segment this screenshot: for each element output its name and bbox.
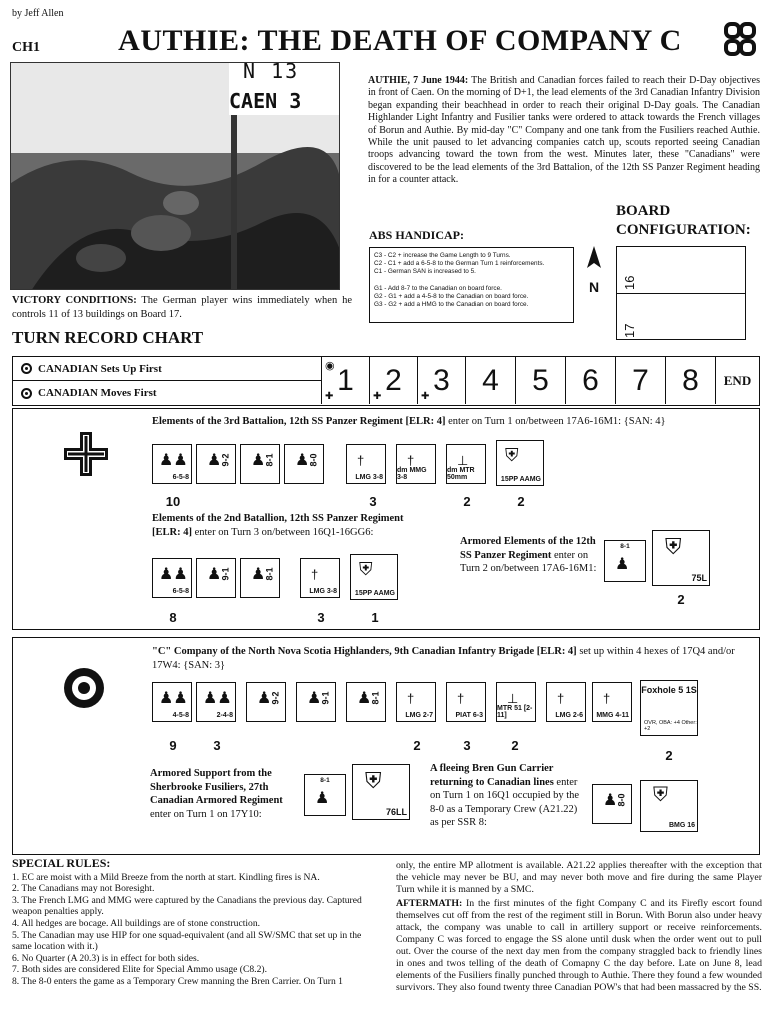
rule-8-continued: only, the entire MP allotment is available. A21.22 applies thereafter with the exception that the vehicle may never be BU, and may never both move and fire during the same Player Turn while it is manned by a SMC. — [396, 860, 762, 895]
qty-label: 3 — [463, 738, 471, 753]
counter-canadian-leader — [592, 784, 632, 824]
german-group1-rest: enter on Turn 1 on/between 17A6-16M1: {SAN: 4} — [448, 416, 666, 427]
infantry-figure-icon: ♟♟ — [203, 690, 232, 707]
counter-canadian-halfsquad — [196, 682, 236, 722]
tank-icon: ⛨ — [505, 445, 519, 465]
counter-canadian-crew — [304, 774, 346, 816]
qty-label: 2 — [677, 592, 685, 607]
counter-canadian-lmg — [396, 682, 436, 722]
machine-gun-icon: † — [357, 453, 365, 468]
counter-label: 15PP AAMG — [354, 590, 395, 597]
scenario-code: CH1 — [12, 40, 40, 55]
turn-cell-6 — [565, 357, 615, 404]
turn-start-target-icon: ◉ — [325, 360, 335, 372]
counter-label: 8-0 — [308, 453, 319, 467]
bren-rest: enter on Turn 1 on 16Q1 occupied by the 8-0 as a Temporary Crew (A21.22) as per SSR 8: — [430, 776, 580, 828]
machine-gun-icon: † — [407, 691, 415, 706]
qty-label: 1 — [371, 610, 379, 625]
qty-label: 3 — [317, 610, 325, 625]
canadian-roundel-icon — [62, 666, 106, 710]
foxhole-note: OVR, OBA: +4 Other: +2 — [644, 720, 697, 732]
counter-label: LMG 3-8 — [309, 588, 337, 595]
abs-line: G3 - G2 + add a HMG to the Canadian on board force. — [374, 301, 529, 309]
rule-item: 5. The Canadian may use HIP for one squad-equivalent (and all SW/SMC that set up in the same location with it.) — [12, 929, 362, 953]
victory-conditions — [12, 294, 352, 321]
counter-label: 6-5-8 — [172, 588, 189, 595]
german-armored-text — [460, 535, 600, 576]
board-heading-line1: BOARD — [616, 203, 671, 219]
leader-figure-icon: ♟ — [307, 690, 322, 707]
canadian-armored-title: Armored Support from the Sherbrooke Fusiliers, 27th Canadian Armored Regiment — [150, 768, 283, 806]
historical-photo — [10, 62, 340, 290]
counter-german-leader — [240, 444, 280, 484]
rule-item: 3. The French LMG and MMG were captured by the Canadians the previous day. Captured weapon penalties apply. — [12, 894, 362, 918]
qty-label: 3 — [369, 494, 377, 509]
aftermath — [396, 898, 762, 994]
rule-item: 6. No Quarter (A 20.3) is in effect for both sides. — [12, 952, 200, 964]
turn-record-chart — [12, 356, 760, 406]
counter-label: LMG 2-7 — [405, 712, 433, 719]
abs-handicap-box — [369, 247, 574, 323]
turn-number: 6 — [582, 363, 599, 397]
counter-label: 8-1 — [264, 567, 275, 581]
leader-figure-icon: ♟ — [207, 566, 222, 583]
qty-label: 9 — [169, 738, 177, 753]
intro-lead: AUTHIE, 7 June 1944: — [368, 75, 469, 86]
north-arrow-icon — [584, 246, 604, 272]
counter-label: 9-1 — [220, 567, 231, 581]
page-title: AUTHIE: THE DEATH OF COMPANY C — [118, 24, 682, 57]
counter-canadian-tank — [352, 764, 410, 820]
german-cross-icon — [62, 430, 110, 478]
abs-handicap-heading: ABS HANDICAP: — [369, 228, 465, 242]
north-label: N — [588, 279, 600, 295]
tank-icon: ⛨ — [365, 768, 382, 793]
bren-carrier-text — [430, 762, 580, 830]
leader-figure-icon: ♟ — [207, 452, 222, 469]
counter-label: 8-1 — [264, 453, 275, 467]
leader-figure-icon: ♟ — [251, 452, 266, 469]
counter-label: dm MTR 50mm — [447, 467, 475, 481]
turn-cell-2 — [369, 357, 417, 404]
counter-label: 2-4-8 — [216, 712, 233, 719]
mortar-icon: ⊥ — [457, 453, 469, 468]
turn-cell-end — [715, 357, 759, 404]
victory-text: The German player wins immediately when he controls 11 of 13 buildings on Board 17. — [12, 295, 352, 320]
aftermath-label: AFTERMATH: — [396, 898, 463, 909]
turn-cell-5 — [515, 357, 565, 404]
german-group1-title: Elements of the 3rd Battalion, 12th SS Panzer Regiment [ELR: 4] — [152, 416, 446, 427]
counter-label: MMG 4-11 — [596, 712, 629, 719]
german-armored-rest: enter on Turn 2 on/between 17A6-16M1: — [460, 549, 597, 574]
counter-german-leader — [196, 444, 236, 484]
turn-cell-4 — [465, 357, 515, 404]
leader-figure-icon: ♟ — [257, 690, 272, 707]
rules-continued-column — [396, 860, 762, 994]
reinforcement-cross-icon: ✚ — [421, 391, 430, 402]
moves-first-label: CANADIAN Moves First — [38, 387, 157, 399]
counter-canadian-leader — [246, 682, 286, 722]
counter-canadian-leader — [346, 682, 386, 722]
turn-number: 4 — [482, 363, 499, 397]
turn-cell-7 — [615, 357, 665, 404]
counter-label: 8-1 — [620, 543, 630, 550]
counter-german-leader — [240, 558, 280, 598]
counter-label: 9-2 — [270, 691, 281, 705]
canadian-armored-rest: enter on Turn 1 on 17Y10: — [150, 808, 262, 820]
road-sign-line1: N 13 — [243, 62, 300, 83]
counter-german-leader — [284, 444, 324, 484]
carrier-icon: ⛨ — [653, 784, 668, 806]
qty-label: 2 — [517, 494, 525, 509]
leader-figure-icon: ♟ — [295, 452, 310, 469]
canadian-title: "C" Company of the North Nova Scotia Highlanders, 9th Canadian Infantry Brigade [ELR: 4] — [152, 646, 577, 657]
german-group2-text — [152, 512, 412, 539]
abs-line: G2 - G1 + add a 4-5-8 to the Canadian on board force. — [374, 292, 529, 300]
infantry-figure-icon: ♟♟ — [159, 452, 188, 469]
qty-label: 10 — [165, 494, 181, 509]
counter-canadian-squad — [152, 682, 192, 722]
counter-label: LMG 2-6 — [555, 712, 583, 719]
anti-tank-weapon-icon: † — [457, 691, 465, 706]
rule-item: 2. The Canadians may not Boresight. — [12, 883, 155, 895]
german-group2-title: Elements of the 2nd Batallion, 12th SS Panzer Regiment [ELR: 4] — [152, 513, 404, 538]
counter-label: 15PP AAMG — [500, 476, 541, 483]
infantry-figure-icon: ♟♟ — [159, 566, 188, 583]
turn-number: 8 — [682, 363, 699, 397]
counter-german-vehicle — [350, 554, 398, 600]
counter-german-lmg — [346, 444, 386, 484]
turn-end-label: END — [723, 372, 752, 388]
rule-item: 8. The 8-0 enters the game as a Temporary Crew manning the Bren Carrier. On Turn 1 — [12, 975, 343, 987]
counter-german-tank — [652, 530, 710, 586]
leader-figure-icon: ♟ — [357, 690, 372, 707]
turn-cell-8 — [665, 357, 715, 404]
aftermath-text: In the first minutes of the fight Company C and its Firefly escort found themselves cut off from the rest of the regiment still in Borun. With Borun also under heavy attack, the company was unable to call in artillery support or receive reinforcements. Company C was forced to engage the SS alone until dusk when the order went out to pull out. Over the course of the next day men from the company straggled back to friendly lines in ones and twos telling of the death of Comapny C the day before. Late on June 8, lead elements of the Fusiliers finally punched through to Authie. There they found a few wounded survivors. They also found twenty three Canadian POW's that had been massacred by the SS. — [396, 898, 762, 993]
counter-german-vehicle — [496, 440, 544, 486]
qty-label: 8 — [169, 610, 177, 625]
board-heading-line2: CONFIGURATION: — [616, 222, 751, 238]
reinforcement-cross-icon: ✚ — [373, 391, 382, 402]
machine-gun-icon: † — [557, 691, 565, 706]
qty-label: 2 — [665, 748, 673, 763]
leader-figure-icon: ♟ — [603, 792, 618, 809]
tank-icon: ⛨ — [359, 559, 373, 579]
turn-number: 5 — [532, 363, 549, 397]
qty-label: 3 — [213, 738, 221, 753]
counter-label: 8-1 — [370, 691, 381, 705]
counter-german-squad — [152, 444, 192, 484]
counter-label: 76LL — [385, 807, 407, 817]
turn-cell-1 — [321, 357, 369, 404]
rule-item: 4. All hedges are bocage. All buildings are of stone construction. — [12, 917, 261, 929]
rule-item: 1. EC are moist with a Mild Breeze from the north at start. Kindling fires is NA. — [12, 871, 320, 883]
north-indicator — [584, 246, 604, 295]
infantry-figure-icon: ♟♟ — [159, 690, 188, 707]
counter-label: Foxhole 5 1S — [641, 685, 697, 695]
qty-label: 2 — [463, 494, 471, 509]
sets-up-first-row — [13, 357, 321, 381]
turn-cell-3 — [417, 357, 465, 404]
qty-label: 2 — [511, 738, 519, 753]
intro-body: The British and Canadian forces failed to reach their D-Day objectives in front of Caen. On the morning of D+1, the lead elements of the 3rd Canadian Infantry Division began expanding their beachhead in order to reach their original D-Day goals. The Canadian Highlander Light Infantry and Fusilier tanks were ordered to attack towards the French villages of Borun and Authie. By mid-day "C" Company and one tank from the Fusiliers reached Authie. While the unit paused to let advancing companies catch up, scouts reported seeing Canadian troops advancing toward the town from the west. Minutes later, these "Canadians" were discovered to be the lead elements of the 3rd Battalion, of the 12th SS Panzer Regiment heading in for a counter attack. — [368, 75, 760, 186]
counter-label: LMG 3-8 — [355, 474, 383, 481]
special-rules-heading: SPECIAL RULES: — [12, 856, 111, 870]
counter-label: 4-5-8 — [172, 712, 189, 719]
counter-label: MTR 51 [2-11] — [497, 705, 533, 719]
canadian-roundel-icon — [21, 363, 32, 374]
ch-logo-icon — [720, 20, 760, 60]
machine-gun-icon: † — [311, 567, 319, 582]
counter-foxhole — [640, 680, 698, 736]
machine-gun-icon: † — [603, 691, 611, 706]
intro-text — [368, 75, 760, 187]
counter-german-crew — [604, 540, 646, 582]
german-group1-text — [152, 415, 752, 429]
qty-label: 2 — [413, 738, 421, 753]
reinforcement-cross-icon: ✚ — [325, 391, 334, 402]
counter-label: 75L — [691, 573, 707, 583]
bren-title: A fleeing Bren Gun Carrier returning to Canadian lines — [430, 763, 554, 788]
turn-number: 1 — [337, 363, 354, 397]
german-group2-rest: enter on Turn 3 on/between 16Q1-16GG6: — [194, 526, 374, 538]
board-divider — [616, 293, 746, 294]
canadian-roundel-icon — [21, 388, 32, 399]
counter-canadian-mmg — [592, 682, 632, 722]
canadian-rest: set up within 4 hexes of 17Q4 and/or 17W4: {SAN: 3} — [152, 646, 735, 671]
turn-number: 2 — [385, 363, 402, 397]
canadian-main-text — [152, 645, 752, 672]
counter-german-mmg — [396, 444, 436, 484]
counter-canadian-lmg — [546, 682, 586, 722]
counter-canadian-leader — [296, 682, 336, 722]
crew-figure-icon: ♟ — [615, 556, 630, 573]
board-17-label: 17 — [622, 323, 637, 338]
turn-record-heading: TURN RECORD CHART — [12, 328, 204, 347]
counter-german-mortar — [446, 444, 486, 484]
counter-label: 6-5-8 — [172, 474, 189, 481]
moves-first-row — [13, 381, 321, 405]
machine-gun-icon: † — [407, 453, 415, 468]
counter-label: 8-1 — [320, 777, 330, 784]
counter-label: BMG 16 — [668, 822, 695, 829]
byline: by Jeff Allen — [12, 8, 64, 19]
abs-line: G1 - Add 8-7 to the Canadian on board force. — [374, 284, 502, 292]
road-sign-line2: CAEN 3 — [229, 89, 302, 113]
counter-german-squad — [152, 558, 192, 598]
board-16-label: 16 — [622, 275, 637, 290]
mortar-icon: ⊥ — [507, 691, 519, 706]
counter-label: PIAT 6-3 — [455, 712, 483, 719]
abs-line: C1 - German SAN is increased to 5. — [374, 268, 476, 276]
turn-number: 7 — [632, 363, 649, 397]
counter-label: 9-2 — [220, 453, 231, 467]
german-armored-title: Armored Elements of the 12th SS Panzer Regiment — [460, 536, 596, 561]
board-config-heading — [616, 202, 751, 240]
leader-figure-icon: ♟ — [251, 566, 266, 583]
abs-line: C2 - C1 + add a 6-5-8 to the German Turn 1 reinforcements. — [374, 260, 545, 268]
victory-label: VICTORY CONDITIONS: — [12, 295, 137, 306]
counter-label: dm MMG 3-8 — [397, 467, 427, 481]
counter-label: 9-1 — [320, 691, 331, 705]
turn-number: 3 — [433, 363, 450, 397]
special-rules — [12, 858, 382, 988]
counter-canadian-piat — [446, 682, 486, 722]
sets-up-first-label: CANADIAN Sets Up First — [38, 362, 162, 375]
counter-canadian-mortar — [496, 682, 536, 722]
counter-german-leader — [196, 558, 236, 598]
abs-line: C3 - C2 + increase the Game Length to 9 Turns. — [374, 252, 511, 259]
tank-icon: ⛨ — [665, 534, 682, 559]
crew-figure-icon: ♟ — [315, 790, 330, 807]
counter-german-lmg — [300, 558, 340, 598]
counter-bren-carrier — [640, 780, 698, 832]
counter-label: 8-0 — [616, 793, 627, 807]
rule-item: 7. Both sides are considered Elite for Special Ammo usage (C8.2). — [12, 964, 267, 976]
canadian-armored-text — [150, 767, 292, 821]
